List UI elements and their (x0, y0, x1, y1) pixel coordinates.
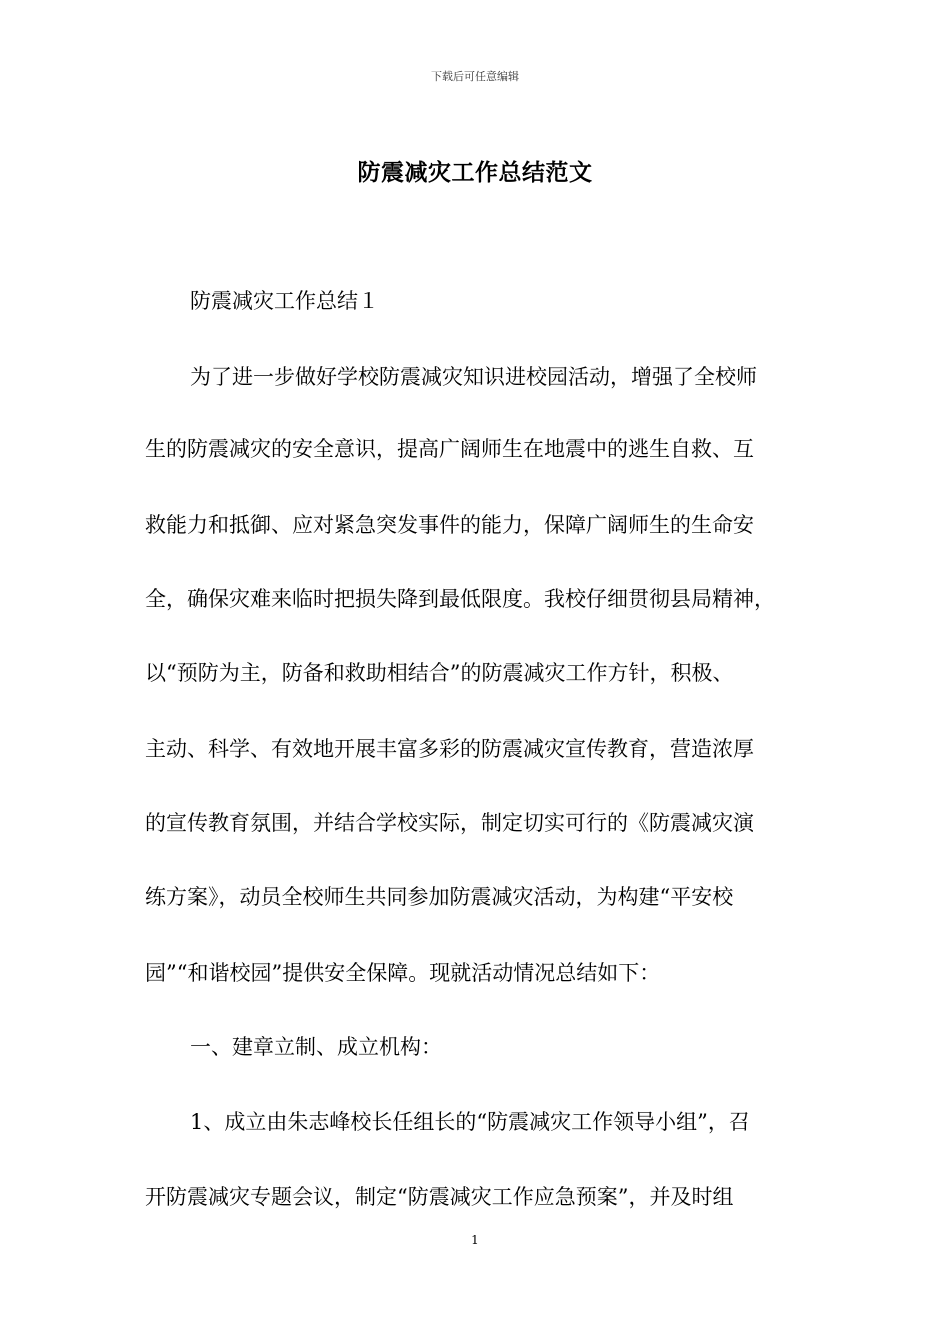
page-number: 1 (471, 1233, 479, 1247)
section-heading: 防震减灾工作总结１ (190, 289, 379, 313)
paragraph-line: 的宣传教育氛围，并结合学校实际，制定切实可行的《防震减灾演 (145, 811, 754, 835)
paragraph-line: 1、成立由朱志峰校长任组长的“防震减灾工作领导小组”，召 (190, 1110, 750, 1134)
paragraph-line: 以“预防为主，防备和救助相结合”的防震减灾工作方针，积极、 (145, 661, 734, 685)
subsection-heading: 一、建章立制、成立机构： (190, 1035, 442, 1059)
document-title: 防震减灾工作总结范文 (357, 159, 593, 186)
paragraph-line: 主动、科学、有效地开展丰富多彩的防震减灾宣传教育，营造浓厚 (145, 737, 754, 761)
paragraph-line: 全，确保灾难来临时把损失降到最低限度。我校仔细贯彻县局精神， (145, 587, 775, 611)
header-note: 下载后可任意编辑 (431, 70, 519, 83)
paragraph-line: 救能力和抵御、应对紧急突发事件的能力，保障广阔师生的生命安 (145, 513, 754, 537)
paragraph-line: 为了进一步做好学校防震减灾知识进校园活动，增强了全校师 (190, 365, 757, 389)
paragraph-line: 园”“和谐校园”提供安全保障。现就活动情况总结如下： (145, 961, 661, 985)
paragraph-line: 开防震减灾专题会议，制定“防震减灾工作应急预案”，并及时组 (145, 1185, 734, 1209)
paragraph-line: 生的防震减灾的安全意识，提高广阔师生在地震中的逃生自救、互 (145, 437, 754, 461)
paragraph-line: 练方案》，动员全校师生共同参加防震减灾活动，为构建“平安校 (145, 885, 734, 909)
